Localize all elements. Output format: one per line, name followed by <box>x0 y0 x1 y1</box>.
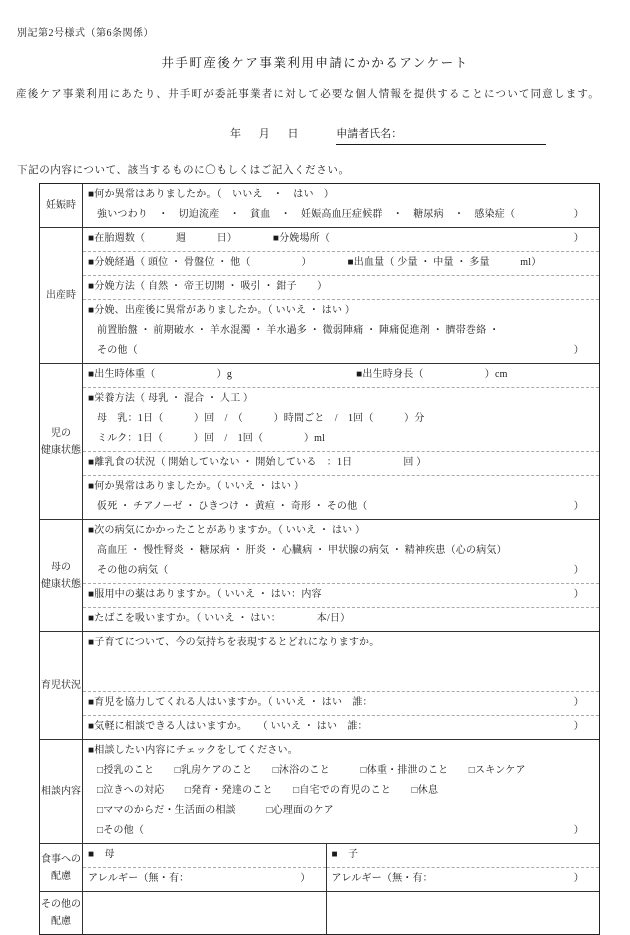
checkbox-line: □その他（ ） <box>97 825 584 836</box>
form-line: ■次の病気にかかったことがありますか。（ いいえ ・ はい ） <box>88 525 366 536</box>
form-row <box>83 740 599 843</box>
checkbox-line: □授乳のこと □乳房ケアのこと □沐浴のこと □体重・排泄のこと □スキンケア <box>97 765 526 776</box>
form-line: ■離乳食の状況（ 開始していない ・ 開始している ：1日 回 ） <box>88 457 427 468</box>
day-label: 日 <box>287 128 299 140</box>
section-label: その他の 配慮 <box>40 892 83 934</box>
form-line: ■ 子 <box>331 849 359 860</box>
form-line: 強いつわり ・ 切迫流産 ・ 貧血 ・ 妊娠高血圧症候群 ・ 糖尿病 ・ 感染症（ ） <box>97 209 584 220</box>
form-row <box>83 299 599 363</box>
form-line: ■分娩経過（ 頭位 ・ 骨盤位 ・ 他（ ） ■出血量（ 少量 ・ 中量 ・ 多量 ml） <box>88 257 542 268</box>
form-line: ■ 母 <box>88 849 115 860</box>
form-row <box>83 451 599 475</box>
form-line: 母 乳：1日（ ）回 / （ ）時間ごと / 1回（ ）分 <box>97 413 425 424</box>
section-label: 母の 健康状態 <box>40 520 83 631</box>
section-label: 相談内容 <box>40 740 83 843</box>
checkbox-line: □ママのからだ・生活面の相談 □心理面のケア <box>97 805 334 816</box>
date-line <box>230 125 546 145</box>
form-line: 仮死 ・ チアノーゼ ・ ひきつけ ・ 黄疸 ・ 奇形 ・ その他（ ） <box>97 501 584 512</box>
form-row <box>83 184 599 227</box>
form-line: ■相談したい内容にチェックをしてください。 <box>88 745 298 756</box>
other-right-cell <box>327 892 599 934</box>
form-line: ミルク：1日（ ）回 / 1回（ ）ml <box>97 433 326 444</box>
section-label: 出産時 <box>40 228 83 363</box>
section-label: 育児状況 <box>40 632 83 739</box>
section-consultation <box>40 739 599 843</box>
form-row <box>83 607 599 631</box>
form-row <box>83 475 599 519</box>
form-row <box>83 364 599 387</box>
form-line: ■分娩方法（ 自然 ・ 帝王切開 ・ 吸引 ・ 鉗子 ） <box>88 281 328 292</box>
meal-child-column <box>327 844 599 891</box>
form-line: その他（ ） <box>97 345 584 356</box>
form-row <box>83 251 599 275</box>
meal-mother-column <box>83 844 327 891</box>
form-line: ■育児を協力してくれる人はいますか。（ いいえ ・ はい 誰： ） <box>88 697 584 708</box>
form-line: アレルギー（無・有： ） <box>331 873 584 884</box>
form-row <box>83 583 599 607</box>
page-title: 井手町産後ケア事業利用申請にかかるアンケート <box>161 56 469 70</box>
form-row <box>327 844 599 867</box>
form-row <box>83 632 599 691</box>
section-other-consideration <box>40 891 599 934</box>
form-line: ■たばこを吸いますか。（ いいえ ・ はい： 本/日） <box>88 613 351 624</box>
form-row <box>83 715 599 739</box>
section-label: 妊娠時 <box>40 184 83 227</box>
form-line: ■分娩、出産後に異常がありましたか。（ いいえ ・ はい ） <box>88 305 356 316</box>
consent-statement: 産後ケア事業利用にあたり、井手町が委託事業者に対して必要な個人情報を提供することについて同意します。 <box>16 89 600 100</box>
form-line: ■服用中の薬はありますか。（ いいえ ・ はい：内容 ） <box>88 589 584 600</box>
form-line: ■栄養方法（ 母乳 ・ 混合 ・ 人工 ） <box>88 393 254 404</box>
form-line: ■出生時体重（ ）g ■出生時身長（ ）cm <box>88 369 508 380</box>
section-child-health <box>40 363 599 519</box>
instruction-text: 下記の内容について、該当するものに〇もしくはご記入ください。 <box>17 165 350 176</box>
section-delivery <box>40 227 599 363</box>
form-line: ■気軽に相談できる人はいますか。 （ いいえ ・ はい 誰： ） <box>88 721 584 732</box>
checkbox-line: □泣きへの対応 □発育・発達のこと □自宅での育児のこと □休息 <box>97 785 439 796</box>
form-line: 前置胎盤 ・ 前期破水 ・ 羊水混濁 ・ 羊水過多 ・ 微弱陣痛 ・ 陣痛促進剤 ・ 臍帯巻絡 ・ <box>97 325 500 336</box>
form-row <box>83 691 599 715</box>
section-childcare-status <box>40 631 599 739</box>
year-label: 年 <box>230 128 241 140</box>
section-label: 児の 健康状態 <box>40 364 83 519</box>
form-line: その他の病気（ ） <box>97 565 584 576</box>
other-left-cell <box>83 892 327 934</box>
form-line: アレルギー（無・有： ） <box>88 873 311 884</box>
form-line: ■何か異常はありましたか。（ いいえ ・ はい ） <box>88 481 305 492</box>
form-row <box>83 387 599 451</box>
form-row <box>327 867 599 891</box>
questionnaire-table <box>39 183 600 935</box>
form-row <box>83 275 599 299</box>
section-pregnancy <box>40 184 599 227</box>
applicant-name-field: 申請者氏名： <box>336 125 546 145</box>
form-line: ■在胎週数（ 週 日） ■分娩場所（ ） <box>88 233 584 244</box>
form-line: ■何か異常はありましたか。（ いいえ ・ はい ） <box>88 189 335 200</box>
form-row <box>83 844 326 867</box>
form-row <box>83 228 599 251</box>
form-number: 別記第2号様式（第6条関係） <box>17 28 154 39</box>
month-label: 月 <box>258 128 270 140</box>
section-meal-consideration <box>40 843 599 891</box>
section-mother-health <box>40 519 599 631</box>
form-line: 高血圧 ・ 慢性腎炎 ・ 糖尿病 ・ 肝炎 ・ 心臓病 ・ 甲状腺の病気 ・ 精神疾患（心の病気） <box>97 545 507 556</box>
form-row <box>83 867 326 891</box>
form-line: ■子育てについて、今の気持ちを表現するとどれになりますか。 <box>88 637 380 648</box>
section-label: 食事への 配慮 <box>40 844 83 891</box>
form-row <box>83 520 599 583</box>
